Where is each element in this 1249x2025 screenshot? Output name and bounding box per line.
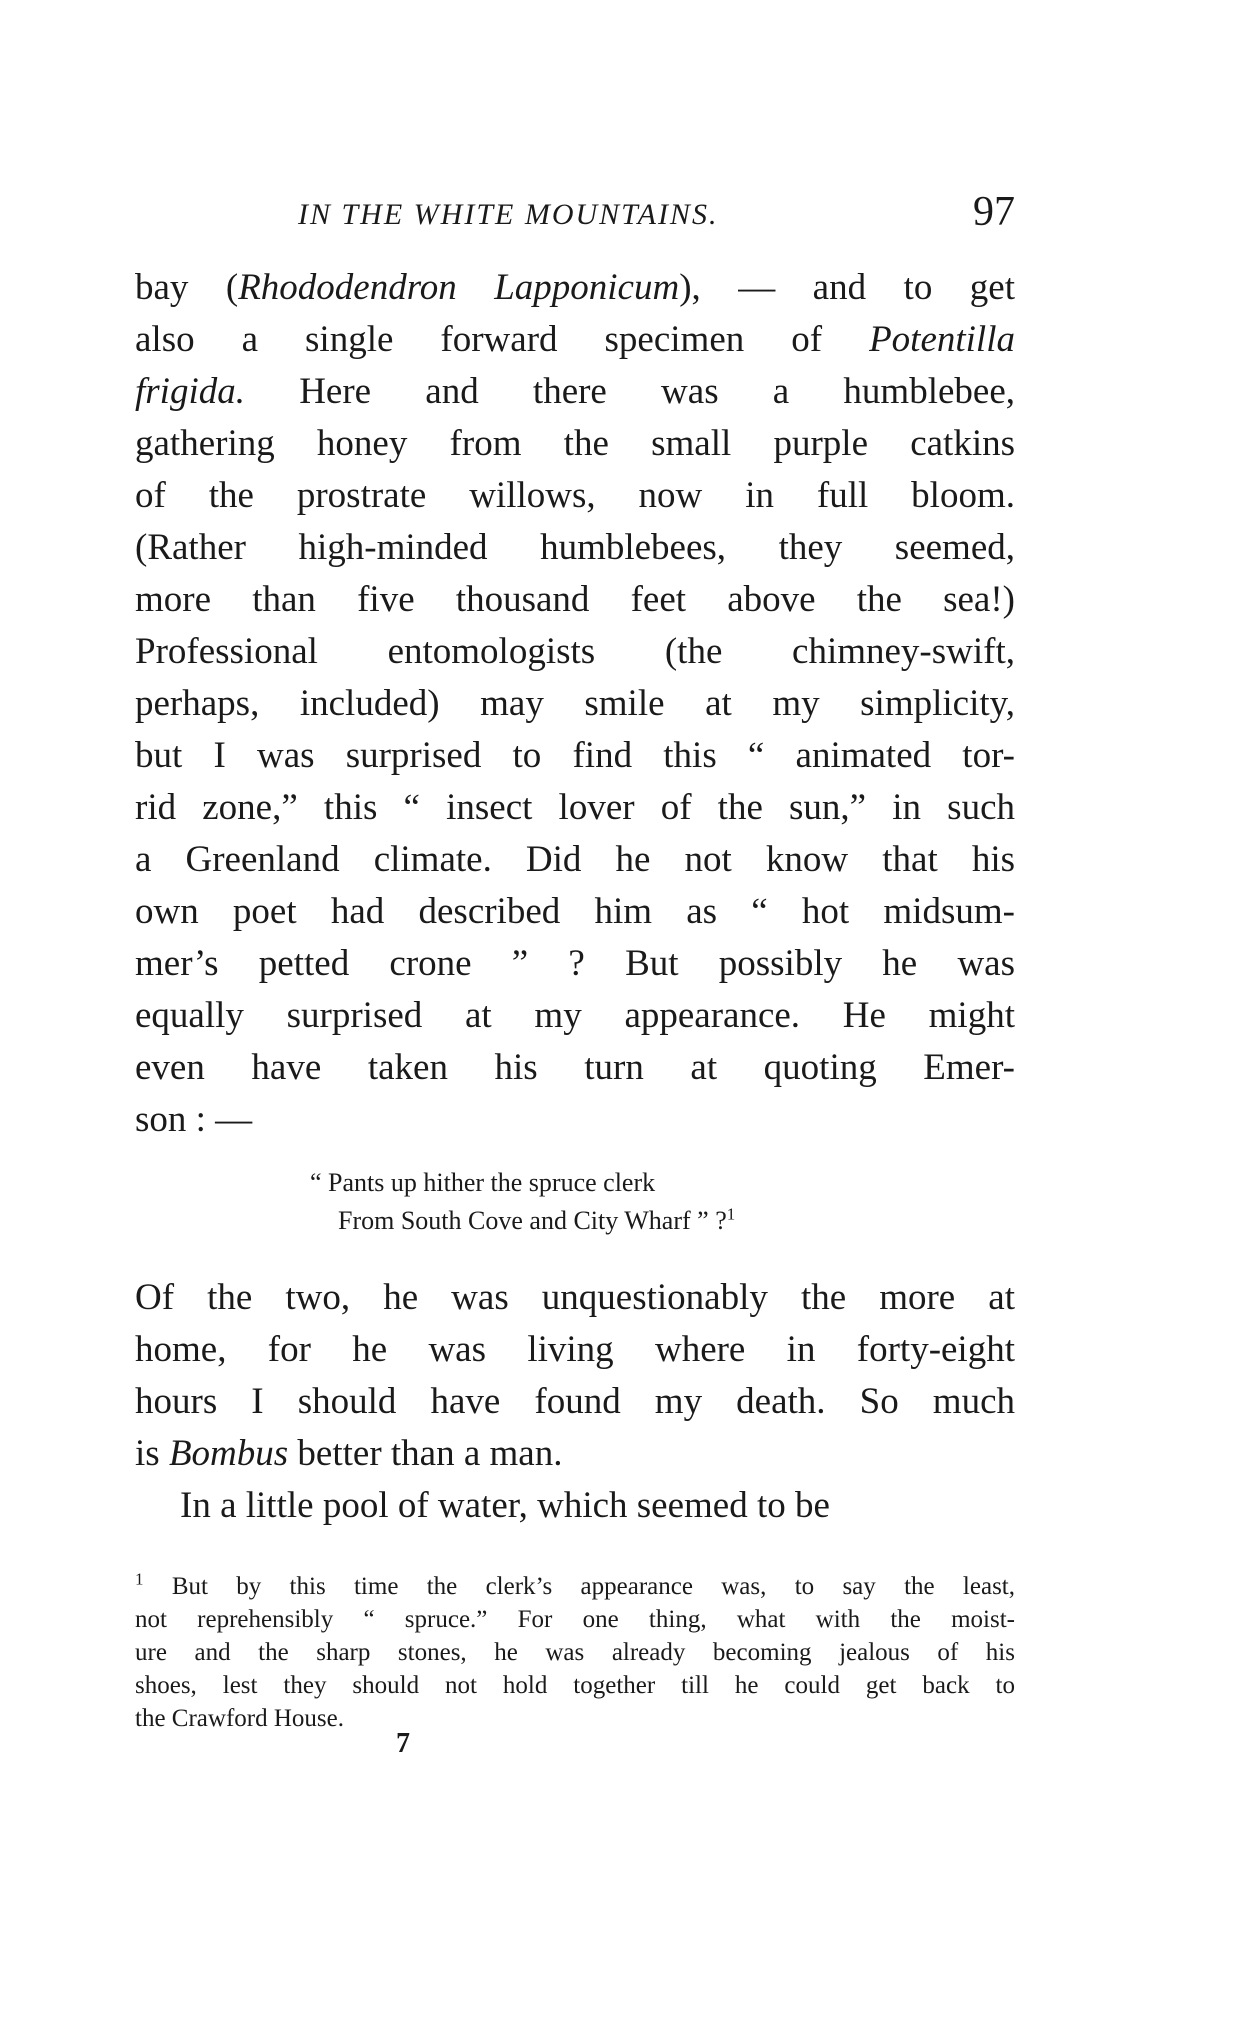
text2-line-3: hours I should have found my death. So much xyxy=(135,1381,1015,1422)
signature-mark: 7 xyxy=(396,1728,410,1759)
body-paragraph xyxy=(135,262,1015,1146)
text2-line-2: home, for he was living where in forty-eight xyxy=(135,1329,1015,1370)
footnote-marker: 1 xyxy=(135,1569,144,1589)
text-line-8: Professional entomologists (the chimney-swift, xyxy=(135,631,1015,672)
footnote-line-4: shoes, lest they should not hold together till he could get back to xyxy=(135,1672,1015,1699)
page-number: 97 xyxy=(973,189,1015,235)
text2-line-4 xyxy=(135,1428,1015,1480)
text-line-1: bay (Rhododendron Lapponicum), — and to get xyxy=(135,267,1015,308)
verse-line-1: “ Pants up hither the spruce clerk xyxy=(310,1168,656,1197)
footnote-line-5: the Crawford House. xyxy=(135,1705,344,1732)
footnote xyxy=(135,1570,1015,1735)
text-line-3: frigida. Here and there was a humblebee, xyxy=(135,371,1015,412)
footnote-line-2: not reprehensibly “ spruce.” For one thing, what with the moist- xyxy=(135,1606,1015,1633)
running-title: IN THE WHITE MOUNTAINS. xyxy=(298,198,719,231)
italic-frigida: frigida. xyxy=(135,371,245,412)
text2-line-4-pre: is xyxy=(135,1433,169,1474)
text-line-7: more than five thousand feet above the sea!) xyxy=(135,579,1015,620)
text-line-11: rid zone,” this “ insect lover of the sun,” in such xyxy=(135,787,1015,828)
text-line-12: a Greenland climate. Did he not know that his xyxy=(135,839,1015,880)
text-line-14: mer’s petted crone ” ? But possibly he was xyxy=(135,943,1015,984)
footnote-reference: 1 xyxy=(726,1204,736,1224)
italic-bombus: Bombus xyxy=(168,1433,289,1474)
italic-potentilla: Potentilla xyxy=(869,319,1015,360)
text-line-13: own poet had described him as “ hot midsum- xyxy=(135,891,1015,932)
text-line-10: but I was surprised to find this “ animated tor- xyxy=(135,735,1015,776)
text-line-15: equally surprised at my appearance. He might xyxy=(135,995,1015,1036)
footnote-line-1 xyxy=(135,1570,1015,1603)
text-line-2: also a single forward specimen of Potentilla xyxy=(135,319,1015,360)
footnote-line-1-text: But by this time the clerk’s appearance was, to say the least, xyxy=(171,1573,1015,1600)
verse-line-2 xyxy=(310,1202,735,1240)
italic-rhododendron: Rhododendron Lapponicum xyxy=(238,267,680,308)
text2-line-5: In a little pool of water, which seemed to be xyxy=(180,1485,830,1526)
text2-line-1: Of the two, he was unquestionably the more at xyxy=(135,1277,1015,1318)
text-line-4: gathering honey from the small purple catkins xyxy=(135,423,1015,464)
running-head xyxy=(135,188,1015,248)
footnote-line-3: ure and the sharp stones, he was already becoming jealous of his xyxy=(135,1639,1015,1666)
body-paragraph-2 xyxy=(135,1272,1015,1532)
text-line-17: son : — xyxy=(135,1099,253,1140)
text2-line-4-post: better than a man. xyxy=(288,1433,563,1474)
text-line-5: of the prostrate willows, now in full bloom. xyxy=(135,475,1015,516)
verse-line-2-text: From South Cove and City Wharf ” ? xyxy=(338,1206,727,1235)
verse-quotation xyxy=(310,1164,735,1240)
text-line-16: even have taken his turn at quoting Emer- xyxy=(135,1047,1015,1088)
text-line-6: (Rather high-minded humblebees, they seemed, xyxy=(135,527,1015,568)
text-line-9: perhaps, included) may smile at my simplicity, xyxy=(135,683,1015,724)
